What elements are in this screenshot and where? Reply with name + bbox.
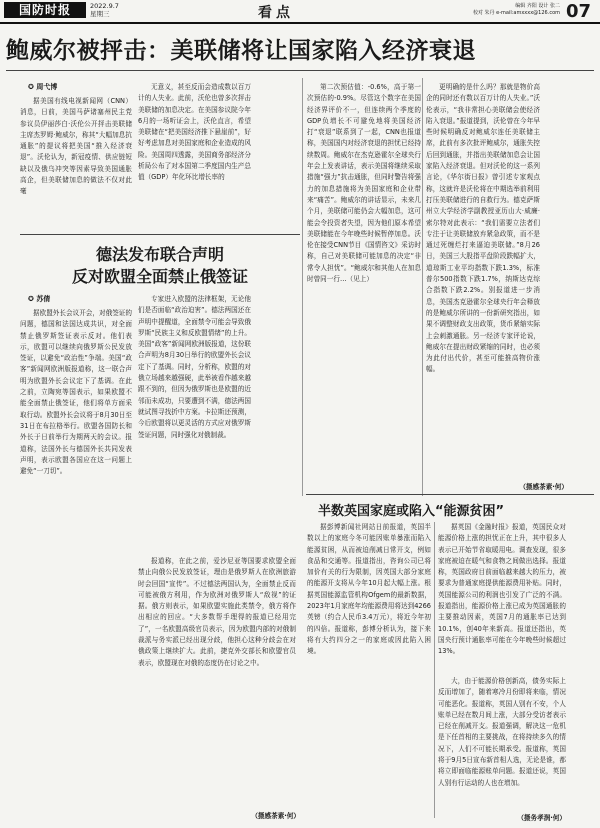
byline-name: 苏倩 [36,295,51,303]
article3-col3-text: 大，由于能源价格创新高，债务实际上反而增加了，随着寒冷月份即将来临，情况可能恶化。报道称，英国人别有不安，个人账单已经在数月间上涨，大部分受访者表示已经在削减开支。报道强调，解决这一危机是下任首相的主要挑战，在将持续多久的情况下，人们不可能长期承受。报道称，英国将于9月5日宣布新首相人选，无论是谁，都将立即面临能源账单问题。报道还说，英国人别有行运动的人也在增加。 [438,677,566,787]
article1-col4 [426,82,540,478]
date-text: 2022.9.7 [90,2,119,10]
article3-signature: （摄务孝润·何） [517,814,566,822]
article3-col1-text: 据彭博新闻社网站日前报道，英国半数以上的家庭今冬可能因账单暴涨而陷入能源贫困，从而被迫削减日常开支，例如食品和交通等。报道指出，咨询公司已将加价有关的行为限制，因英国大部分家庭的能源开支将从今年10月起大幅上涨。根据英国能源监管机构Ofgem的最新数据，2023年1月家庭年均能源费用将达到4266英镑（约合人民币3.4万元），将近今年初的四倍。报道称，彭博分析认为，接下来将有大约四分之一的家庭或因此陷入困境。 [307,523,431,656]
article2-top-rule [20,234,300,235]
article1-col1 [20,96,132,228]
weekday-text: 星期三 [90,10,110,18]
issue-date [90,2,119,18]
article3-top-rule [306,494,594,495]
article1-col2 [138,82,251,228]
article2-col2-text: 专家进入欧盟的法律框架，无论他们是否面临“政治迫害”。德法两国还在声明中提醒道，全面禁令可能会导致俄罗斯“民族主义和反欧盟情绪”的上升。美国“政客”新闻网欧洲版报道，这份联合声明为8月30日举行的欧盟外长会议定下了基调。同时，分析称，欧盟的对俄立场越来越强硬，此举被看作越来越跟不到的，但因为俄罗斯也是欧盟的近邻而未成功，只要遭到不满，德法两国就试图寻找折中方案。卡拉斯还预测，今后欧盟将以更灵活的方式应对俄罗斯签证问题，同时强化对俄制裁。 [138,295,251,439]
newspaper-logo: 国防时报 [4,2,86,18]
article1-col3-text: 第二次预估值：-0.6%，高于第一次预估的-0.9%。尽管这个数字在美国经济界评价不一，但连续两个季度的GDP负增长不可避免地将美国经济打“衰退”联系到了一起，CNN也报道称，美国国内对经济衰退的担忧已经持续数周。鲍威尔在杰克逊霍尔全球央行年会上发表讲话，表示美国将继续采取措施“强力”抗击通胀，但同时警告将强力的加息措施将为美国家庭和企业带来“痛苦”。鲍威尔的讲话显示，未来几个月，美联储可能仍会大幅加息，这可能会令投资者失望，因为他们原本希望美联储能在今年晚些时候暂停加息。沃伦在接受CNN节目《国情咨文》采访时称，自己对美联储可能加息的决定“非常令人担忧”。“鲍威尔和其他人在加息时曾同一行…（见上） [307,83,421,284]
column-divider [302,78,303,496]
contact-line: 校对 朱丹 e-mail:amxxxx@126.com [472,10,560,16]
article2-col3 [138,556,296,806]
main-headline: 鲍威尔被抨击：美联储将让国家陷入经济衰退 [6,38,476,64]
article1-col1-text: 据美国有线电视新闻网（CNN）消息，日前，美国马萨诸塞州民主党参议员伊丽莎白·沃伦公开抨击美联储主席杰罗姆·鲍威尔，称其“大幅加息抗通胀”的提议将把美国“推入经济衰退”。沃伦认为，新冠疫情、供应链短缺以及俄乌冲突等因素导致美国通胀高企，但美联储加息的做法不仅对此毫 [20,97,132,196]
article2-col3-text: 报道称，在此之前，爱沙尼亚等国要求欧盟全面禁止向俄公民发放签证，理由是俄罗斯人在欧洲旅游时会回国“宣传”。不过德法两国认为，全面禁止反而可能被俄方利用，作为欧洲对俄罗斯人“敌视”的证据。俄方则表示，如果欧盟实施此类禁令，俄方将作出相应的回应。“大多数帮手理得的报道已经用完了”，一名欧盟高级官员表示，因为欧盟内部的对俄制裁派与务实派已经出现分歧，他担心这种分歧会在对俄政策上继续扩大。此前，捷克外交部长和欧盟官员表示，欧盟现在对俄的态度仍在讨论之中。 [138,557,296,667]
column-divider [434,522,435,818]
article3-col2 [438,522,566,672]
byline-marker-icon: ✪ [28,83,37,91]
article3-col1 [307,522,431,812]
column-divider [422,78,423,496]
article3-headline: 半数英国家庭或陷入“能源贫困” [318,504,505,519]
byline-name: 周弋博 [36,83,58,91]
article1-col3 [307,82,421,478]
article2-headline [20,244,300,288]
article1-signature: （摄感茶素·何） [519,483,568,491]
page-number: 07 [566,1,592,22]
section-title: 看点 [258,5,294,21]
article2-byline [28,294,50,304]
byline-marker-icon: ✪ [28,295,37,303]
staff-info [430,3,560,17]
headline-rule [6,70,594,71]
article2-signature: （摄感茶素·何） [251,812,300,820]
article1-col2-text: 无意义，甚至反而会造成数以百万计的人失业。此前，沃伦也曾多次抨击美联储的加息决定。在美国参议院今年6月的一场听证会上，沃伦直言，希望美联储在“把美国经济推下悬崖前”，好好考虑加息对美国家庭和企业造成的风险。美国周四透露，美国商务部经济分析局公布了对本国第二季度国内生产总值（GDP）年化环比增长率的 [138,83,251,182]
article2-headline-line2: 反对欧盟全面禁止俄签证 [71,267,248,286]
article1-col4-text: 更明确的是什么吗？那就是物价高企的同时还有数以百万计的人失业。”沃伦表示，“我非常担心美联储会使经济陷入衰退。”报道提到，沃伦曾在今年早些时候明确反对鲍威尔连任美联储主席，此前有多次批评鲍威尔，通胀失控后回到通胀，并指出美联储加息会让国家陷入经济衰退。但对沃伦的这一系列言论，《华尔街日报》曾引述专家观点称，这就许是沃伦将在中期选举前利用打压美联储进行的自救行为。德克萨斯州立大学经济学副教授亚历山大·威廉·索尔特对此表示：“我们需要立法者们专注于让美联储放弃紧急政策，而不是通过死缠烂打来逼迫美联储。”8月26日，美国三大股指平盘阶段跌幅扩大，道琼斯工业平均指数下跌1.3%，标准普尔500指数下跌1.7%，纳斯达克综合指数下跌2.2%。别报道进一步消息，美国杰克逊霍尔全球央行年会释放的是鲍威尔所讲的一份新研究指出，如果不调整财政支出政策，货币紧缩实际上会刺激通胀。另一经济专家评论说，鲍威尔在提出财政紧缩的同时，也必须为此付出代价，甚至可能推高物价涨幅。 [426,83,540,374]
article1-byline [28,82,57,92]
article2-col1-text: 据欧盟外长会议开会，对俄签证的问题，德国和法国达成共识，对全面禁止俄罗斯签证表示反对。他们表示，欧盟可以继续向俄罗斯公民发放签证，以避免“政治性”争端。美国“政客”新闻网欧洲版报道称，这一联合声明为欧盟外长会议定下了基调。在此之前，立陶宛等国表示，如果欧盟不能全面禁止俄签证，他们将单方面采取行动。欧盟外长会议将于8月30日至31日在布拉格举行。欧盟各国防长和外长于日前举行为期两天的会议。报道称，法国外长与德国外长共同发表声明，表示欧盟各国应在这一问题上避免“一刀切”。 [20,309,132,476]
article2-col2 [138,294,251,554]
staff-line: 编辑 齐阳 设计 张二 [515,3,560,9]
article3-col2-text: 据英国《金融时报》报道，英国民众对能源价格上涨的担忧正在上升，其中很多人表示已开始节省取暖用电。调查发现，很多家庭被迫在暖气和食物之间做出选择。报道称，英国政府目前面临越来越大的压力，被要求为普通家庭提供能源费用补贴。同时，英国能源公司的利润也引发了广泛的不满。报道指出，能源价格上涨已成为英国通胀的主要推动因素，英国7月的通胀率已达到10.1%，创40年来新高。报道还指出，英国央行预计通胀率可能在今年晚些时候超过13%。 [438,523,566,656]
article3-col3 [438,676,566,810]
article2-col1 [20,308,132,818]
article2-headline-line1: 德法发布联合声明 [95,245,224,264]
